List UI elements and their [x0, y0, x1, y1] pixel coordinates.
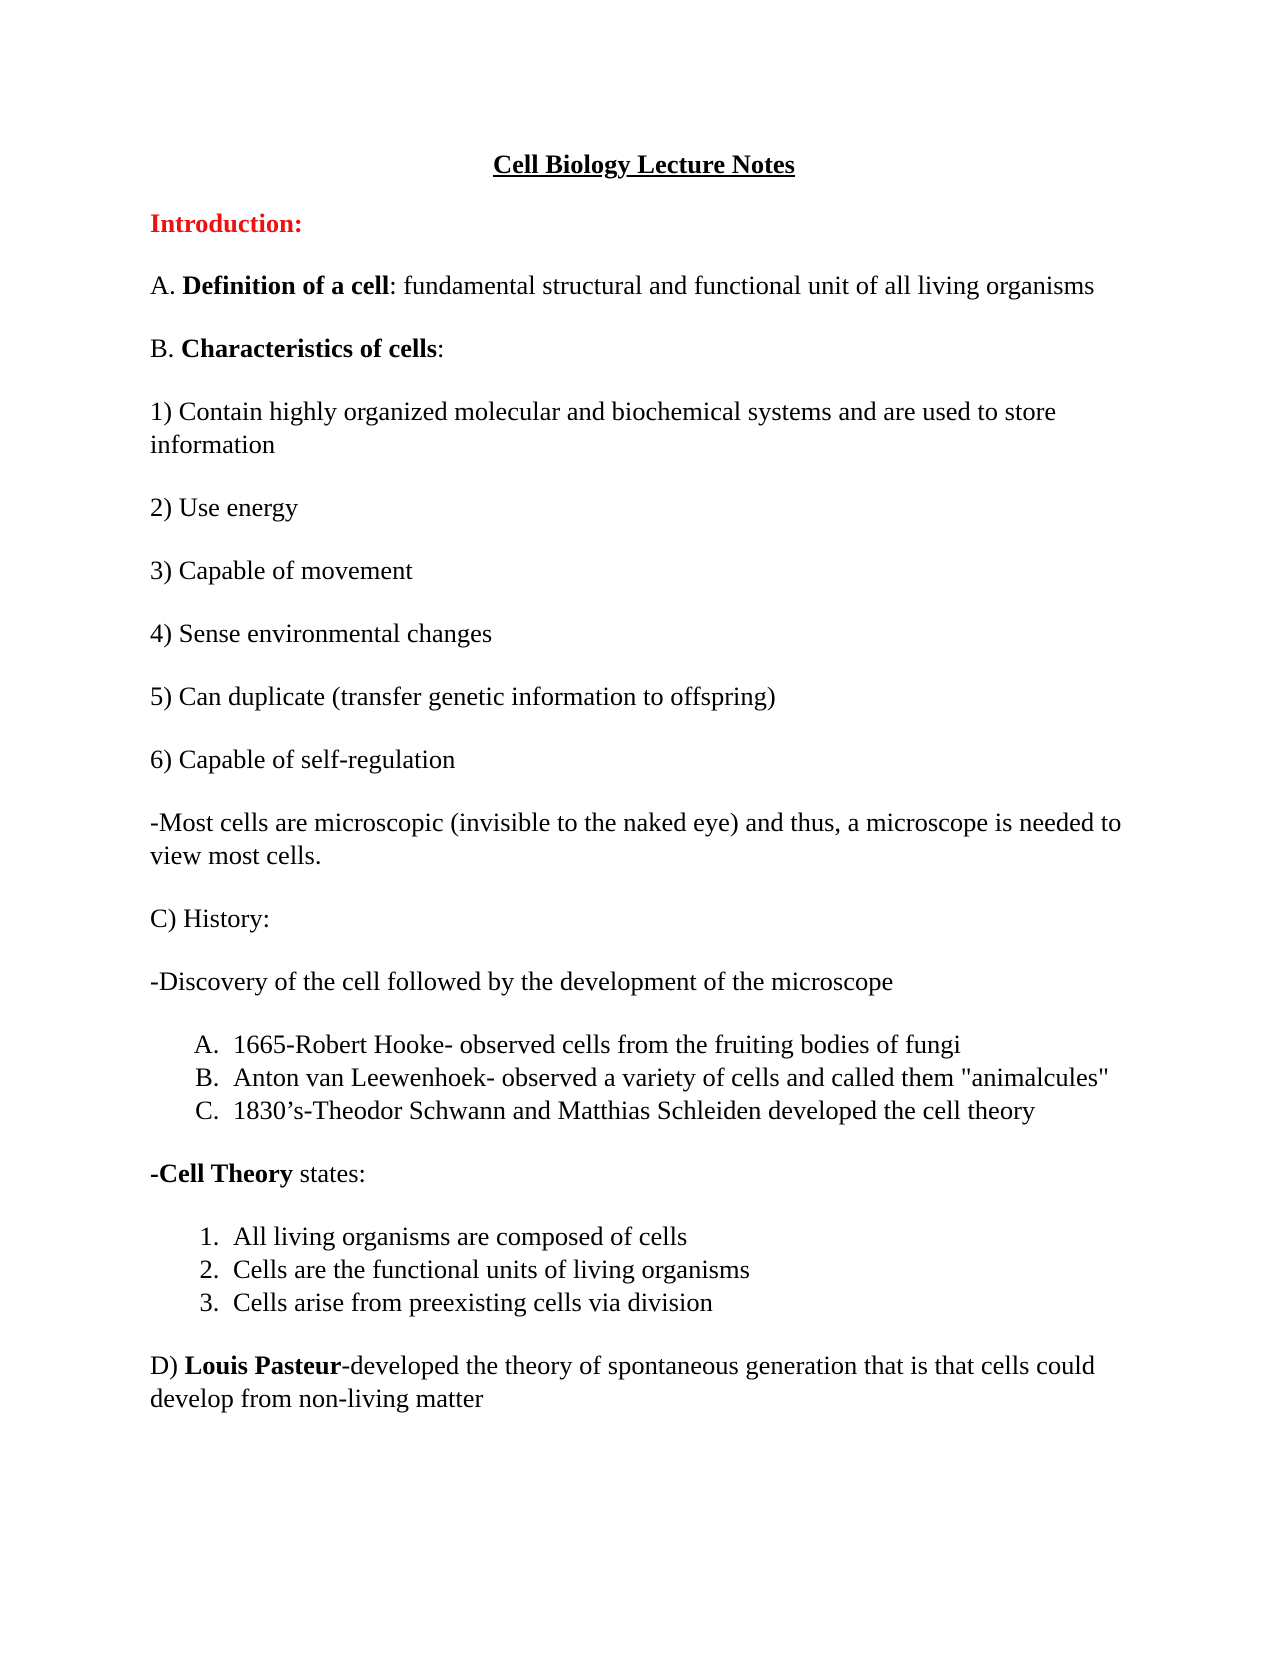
- cell-theory-list-item: 3. Cells arise from preexisting cells via division: [226, 1286, 1130, 1319]
- history-list-item: B. Anton van Leewenhoek- observed a variety of cells and called them "animalcules": [226, 1061, 1130, 1094]
- pasteur-paragraph: [150, 1349, 1130, 1415]
- definition-text: : fundamental structural and functional unit of all living organisms: [389, 270, 1095, 300]
- definition-term: Definition of a cell: [182, 270, 390, 300]
- characteristic-item: 2) Use energy: [150, 492, 299, 522]
- characteristic-item: 3) Capable of movement: [150, 555, 413, 585]
- history-list-item: A. 1665-Robert Hooke- observed cells from the fruiting bodies of fungi: [226, 1028, 1130, 1061]
- characteristic-item: 5) Can duplicate (transfer genetic information to offspring): [150, 681, 776, 711]
- characteristics-suffix: :: [437, 333, 445, 363]
- cell-theory-heading: [150, 1157, 1130, 1190]
- page-title: Cell Biology Lecture Notes: [493, 149, 795, 179]
- cell-theory-list-item: 2. Cells are the functional units of living organisms: [226, 1253, 1130, 1286]
- characteristics-heading: [150, 332, 1130, 365]
- cell-theory-prefix: -: [150, 1158, 159, 1188]
- history-list-item: C. 1830’s-Theodor Schwann and Matthias Schleiden developed the cell theory: [226, 1094, 1130, 1127]
- microscopic-note: -Most cells are microscopic (invisible to the naked eye) and thus, a microscope is needed to view most cells.: [150, 807, 1122, 870]
- characteristic-item: 1) Contain highly organized molecular and biochemical systems and are used to store information: [150, 396, 1057, 459]
- characteristic-item: 4) Sense environmental changes: [150, 618, 493, 648]
- history-heading: C) History:: [150, 903, 270, 933]
- document-body: [150, 148, 1130, 1445]
- pasteur-text: -developed the theory of spontaneous generation that is that cells could develop from non-living matter: [150, 1350, 1095, 1413]
- definition-paragraph: [150, 269, 1130, 302]
- cell-theory-term: Cell Theory: [158, 1158, 294, 1188]
- characteristics-term: Characteristics of cells: [180, 333, 438, 363]
- definition-prefix: A.: [150, 270, 183, 300]
- cell-theory-list: [150, 1220, 1130, 1319]
- pasteur-term: Louis Pasteur: [184, 1350, 342, 1380]
- introduction-heading: Introduction:: [150, 208, 303, 238]
- cell-theory-list-item: 1. All living organisms are composed of cells: [226, 1220, 1130, 1253]
- cell-theory-suffix: states:: [293, 1158, 366, 1188]
- history-list: [150, 1028, 1130, 1127]
- history-intro: -Discovery of the cell followed by the development of the microscope: [150, 966, 894, 996]
- characteristics-prefix: B.: [150, 333, 181, 363]
- pasteur-prefix: D): [150, 1350, 185, 1380]
- characteristic-item: 6) Capable of self-regulation: [150, 744, 456, 774]
